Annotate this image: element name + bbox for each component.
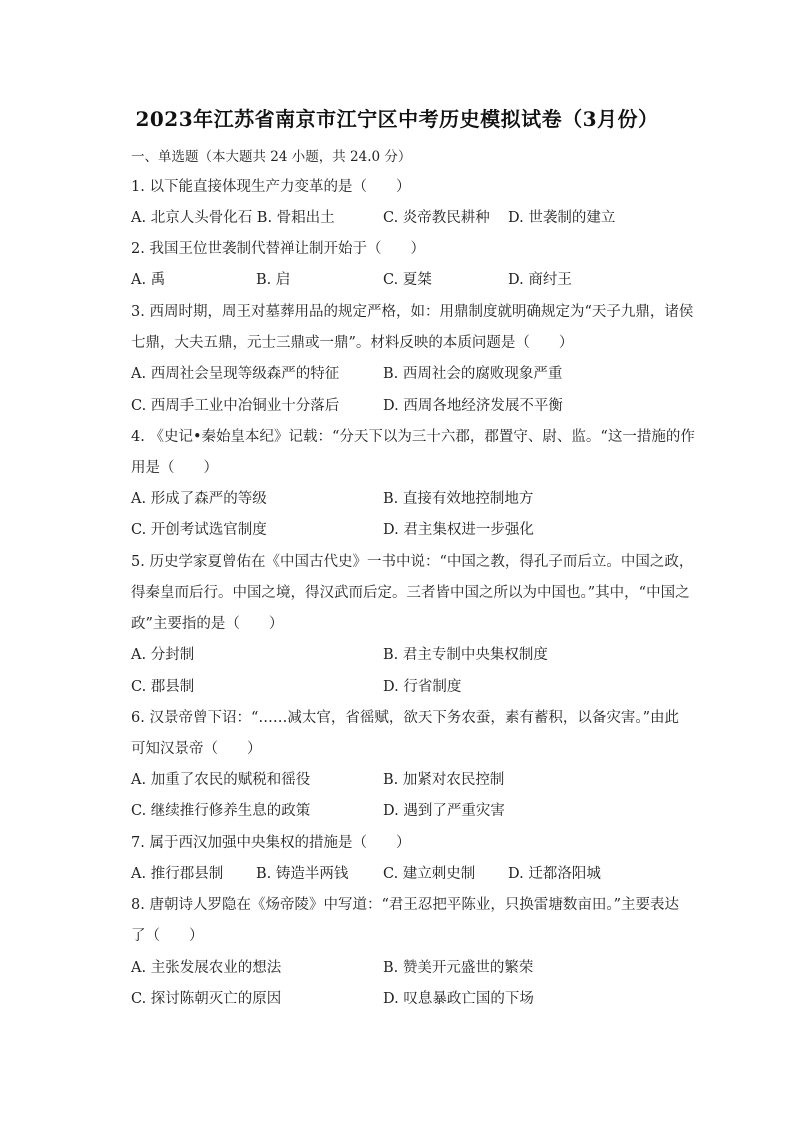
q3-option-a[interactable]: A. 西周社会呈现等级森严的特征	[131, 366, 340, 382]
q3-option-c[interactable]: C. 西周手工业中冶铜业十分落后	[131, 398, 340, 414]
q5-option-d[interactable]: D. 行省制度	[383, 679, 462, 695]
question-8-stem: 8. 唐朝诗人罗隐在《炀帝陵》中写道：“君王忍把平陈业，只换雷塘数亩田。”主要表达	[131, 897, 680, 913]
q3-option-b[interactable]: B. 西周社会的腐败现象严重	[383, 366, 563, 382]
question-3-stem: 3. 西周时期，周王对墓葬用品的规定严格，如：用鼎制度就明确规定为“天子九鼎，诸侯	[131, 304, 694, 320]
question-7-stem: 7. 属于西汉加强中央集权的措施是（ ）	[131, 835, 411, 851]
q4-option-b[interactable]: B. 直接有效地控制地方	[383, 491, 534, 507]
question-4-stem-cont: 用是（ ）	[131, 460, 218, 476]
q4-option-a[interactable]: A. 形成了森严的等级	[131, 491, 267, 507]
question-6-stem: 6. 汉景帝曾下诏：“……减太官，省徭赋，欲天下务农蚕，素有蓄积，以备灾害。”由此	[131, 710, 680, 726]
question-2-stem: 2. 我国王位世袭制代替禅让制开始于（ ）	[131, 241, 425, 257]
q5-option-b[interactable]: B. 君主专制中央集权制度	[383, 647, 548, 663]
q2-option-d[interactable]: D. 商纣王	[508, 272, 572, 288]
q2-option-a[interactable]: A. 禹	[131, 272, 166, 288]
q5-option-c[interactable]: C. 郡县制	[131, 679, 195, 695]
q6-option-a[interactable]: A. 加重了农民的赋税和徭役	[131, 772, 311, 788]
question-6-stem-cont: 可知汉景帝（ ）	[131, 741, 262, 757]
q7-option-c[interactable]: C. 建立刺史制	[383, 866, 476, 882]
q4-option-d[interactable]: D. 君主集权进一步强化	[383, 522, 534, 538]
q7-option-d[interactable]: D. 迁都洛阳城	[508, 866, 601, 882]
exam-title: 2023年江苏省南京市江宁区中考历史模拟试卷（3月份）	[135, 107, 659, 131]
q4-option-c[interactable]: C. 开创考试选官制度	[131, 522, 267, 538]
question-3-stem-cont: 七鼎，大夫五鼎，元士三鼎或一鼎”。材料反映的本质问题是（ ）	[131, 335, 574, 351]
q6-option-c[interactable]: C. 继续推行修养生息的政策	[131, 803, 311, 819]
q7-option-a[interactable]: A. 推行郡县制	[131, 866, 224, 882]
q8-option-d[interactable]: D. 叹息暴政亡国的下场	[383, 991, 534, 1007]
q1-option-c[interactable]: C. 炎帝教民耕种	[383, 210, 490, 226]
question-5-stem: 5. 历史学家夏曾佑在《中国古代史》一书中说：“中国之教，得孔子而后立。中国之政，	[131, 554, 694, 570]
q8-option-c[interactable]: C. 探讨陈朝灭亡的原因	[131, 991, 282, 1007]
section-heading: 一、单选题（本大题共 24 小题，共 24.0 分）	[131, 149, 412, 165]
q8-option-b[interactable]: B. 赞美开元盛世的繁荣	[383, 960, 534, 976]
q6-option-b[interactable]: B. 加紧对农民控制	[383, 772, 505, 788]
question-4-stem: 4. 《史记•秦始皇本纪》记载：“分天下以为三十六郡，郡置守、尉、监。“这一措施的作	[131, 429, 695, 445]
q8-option-a[interactable]: A. 主张发展农业的想法	[131, 960, 282, 976]
q2-option-b[interactable]: B. 启	[256, 272, 291, 288]
question-1-stem: 1. 以下能直接体现生产力变革的是（ ）	[131, 179, 411, 195]
q2-option-c[interactable]: C. 夏桀	[383, 272, 432, 288]
q1-option-a-b[interactable]: A. 北京人头骨化石 B. 骨耜出土	[131, 210, 335, 226]
q5-option-a[interactable]: A. 分封制	[131, 647, 195, 663]
q7-option-b[interactable]: B. 铸造半两钱	[256, 866, 349, 882]
question-8-stem-cont: 了（ ）	[131, 928, 204, 944]
question-5-stem-cont-2: 政”主要指的是（ ）	[131, 616, 284, 632]
q1-option-d[interactable]: D. 世袭制的建立	[508, 210, 616, 226]
q6-option-d[interactable]: D. 遇到了严重灾害	[383, 803, 505, 819]
q3-option-d[interactable]: D. 西周各地经济发展不平衡	[383, 398, 563, 414]
question-5-stem-cont-1: 得秦皇而后行。中国之境，得汉武而后定。三者皆中国之所以为中国也。”其中，“中国之	[131, 585, 690, 601]
